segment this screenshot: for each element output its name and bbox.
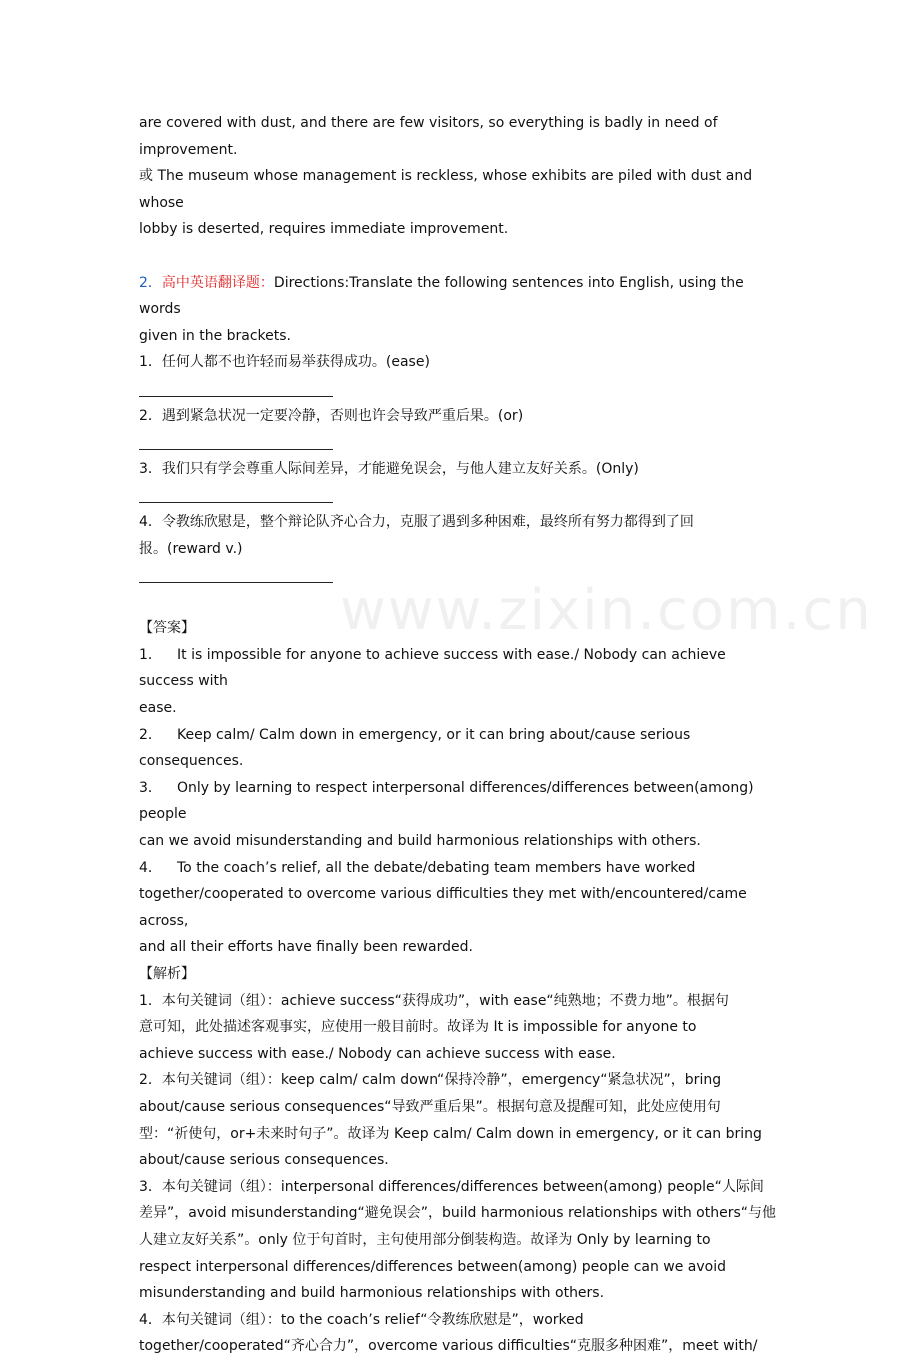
intro-line: 或 The museum whose management is reckless, whose exhibits are piled with dust and whose	[139, 168, 753, 211]
spacer	[139, 589, 781, 616]
intro-line: lobby is deserted, requires immediate improvement.	[139, 221, 509, 238]
answer-item	[139, 642, 781, 695]
question-directions: Directions:Translate the following sentences into English, using the words	[139, 274, 744, 318]
answer-blank-2	[139, 429, 333, 456]
analysis-line: misunderstanding and build harmonious relationships with others.	[139, 1285, 605, 1302]
analysis-line: 人建立友好关系”。only 位于句首时，主句使用部分倒装构造。故译为 Only by learning to	[139, 1231, 711, 1248]
answer-text: Only by learning to respect interpersonal differences/differences between(among) people	[139, 779, 754, 823]
analysis-line: together/cooperated“齐心合力”，overcome various difficulties“克服多种困难”，meet with/	[139, 1338, 758, 1355]
spacer	[139, 243, 781, 270]
analysis-line: respect interpersonal differences/differences between(among) people can we avoid	[139, 1258, 727, 1275]
answer-text-cont: ease.	[139, 700, 177, 717]
answer-item	[139, 722, 781, 775]
answer-number: 4．	[139, 859, 162, 876]
question-item-1: 1．任何人都不也许轻而易举获得成功。(ease)	[139, 354, 430, 371]
answer-text: Keep calm/ Calm down in emergency, or it can bring about/cause serious consequences.	[139, 726, 691, 770]
analysis-line: 3．本句关键词（组）：interpersonal differences/differences between(among) people“人际间	[139, 1178, 764, 1195]
analysis-line: 意可知，此处描述客观事实，应使用一般目前时。故译为 It is impossible for anyone to	[139, 1019, 697, 1036]
question-item-3: 3．我们只有学会尊重人际间差异，才能避免误会，与他人建立友好关系。(Only)	[139, 460, 639, 477]
question-heading	[139, 270, 781, 323]
answer-item	[139, 855, 781, 882]
analysis-line: 差异”，avoid misunderstanding“避免误会”，build harmonious relationships with others“与他	[139, 1205, 777, 1222]
analysis-line: about/cause serious consequences.	[139, 1152, 389, 1169]
answer-item	[139, 775, 781, 828]
answer-number: 3．	[139, 779, 162, 796]
question-label: 高中英语翻译题：	[161, 274, 274, 291]
answer-header: 【答案】	[139, 620, 195, 637]
analysis-header: 【解析】	[139, 966, 195, 982]
answer-text-cont: and all their efforts have finally been rewarded.	[139, 939, 473, 956]
answer-number: 1．	[139, 646, 162, 663]
question-item-4: 4．令教练欣慰是，整个辩论队齐心合力，克服了遇到多种困难，最终所有努力都得到了回	[139, 513, 694, 530]
question-item-2: 2．遇到紧急状况一定要冷静，否则也许会导致严重后果。(or)	[139, 407, 524, 424]
analysis-line: about/cause serious consequences“导致严重后果”。根据句意及提醒可知，此处应使用句	[139, 1098, 721, 1115]
answer-number: 2．	[139, 726, 162, 743]
analysis-line: 型：“祈使句，or+未来时句子”。故译为 Keep calm/ Calm down in emergency, or it can bring	[139, 1125, 762, 1142]
answer-blank-1	[139, 376, 333, 403]
question-item-4-cont: 报。(reward v.)	[139, 540, 243, 557]
answer-text: It is impossible for anyone to achieve success with ease./ Nobody can achieve success with	[139, 646, 726, 690]
analysis-line: 2．本句关键词（组）：keep calm/ calm down“保持冷静”，emergency“紧急状况”，bring	[139, 1072, 722, 1089]
answer-text-cont: can we avoid misunderstanding and build harmonious relationships with others.	[139, 833, 701, 850]
document-body	[139, 110, 781, 1360]
answer-text-cont: together/cooperated to overcome various difficulties they met with/encountered/came across,	[139, 886, 747, 929]
analysis-line: 1．本句关键词（组）：achieve success“获得成功”，with ease“纯熟地；不费力地”。根据句	[139, 992, 729, 1009]
analysis-line: achieve success with ease./ Nobody can achieve success with ease.	[139, 1045, 616, 1062]
intro-line: are covered with dust, and there are few visitors, so everything is badly in need of improvement.	[139, 115, 718, 158]
question-number: 2．	[139, 274, 162, 291]
watermark: www.zixin.com.cn	[340, 578, 873, 643]
answer-blank-4	[139, 562, 333, 589]
answer-blank-3	[139, 482, 333, 509]
analysis-line: 4．本句关键词（组）：to the coach’s relief“令教练欣慰是”，worked	[139, 1311, 584, 1328]
question-directions-cont: given in the brackets.	[139, 327, 292, 344]
answer-text: To the coach’s relief, all the debate/debating team members have worked	[177, 859, 696, 876]
